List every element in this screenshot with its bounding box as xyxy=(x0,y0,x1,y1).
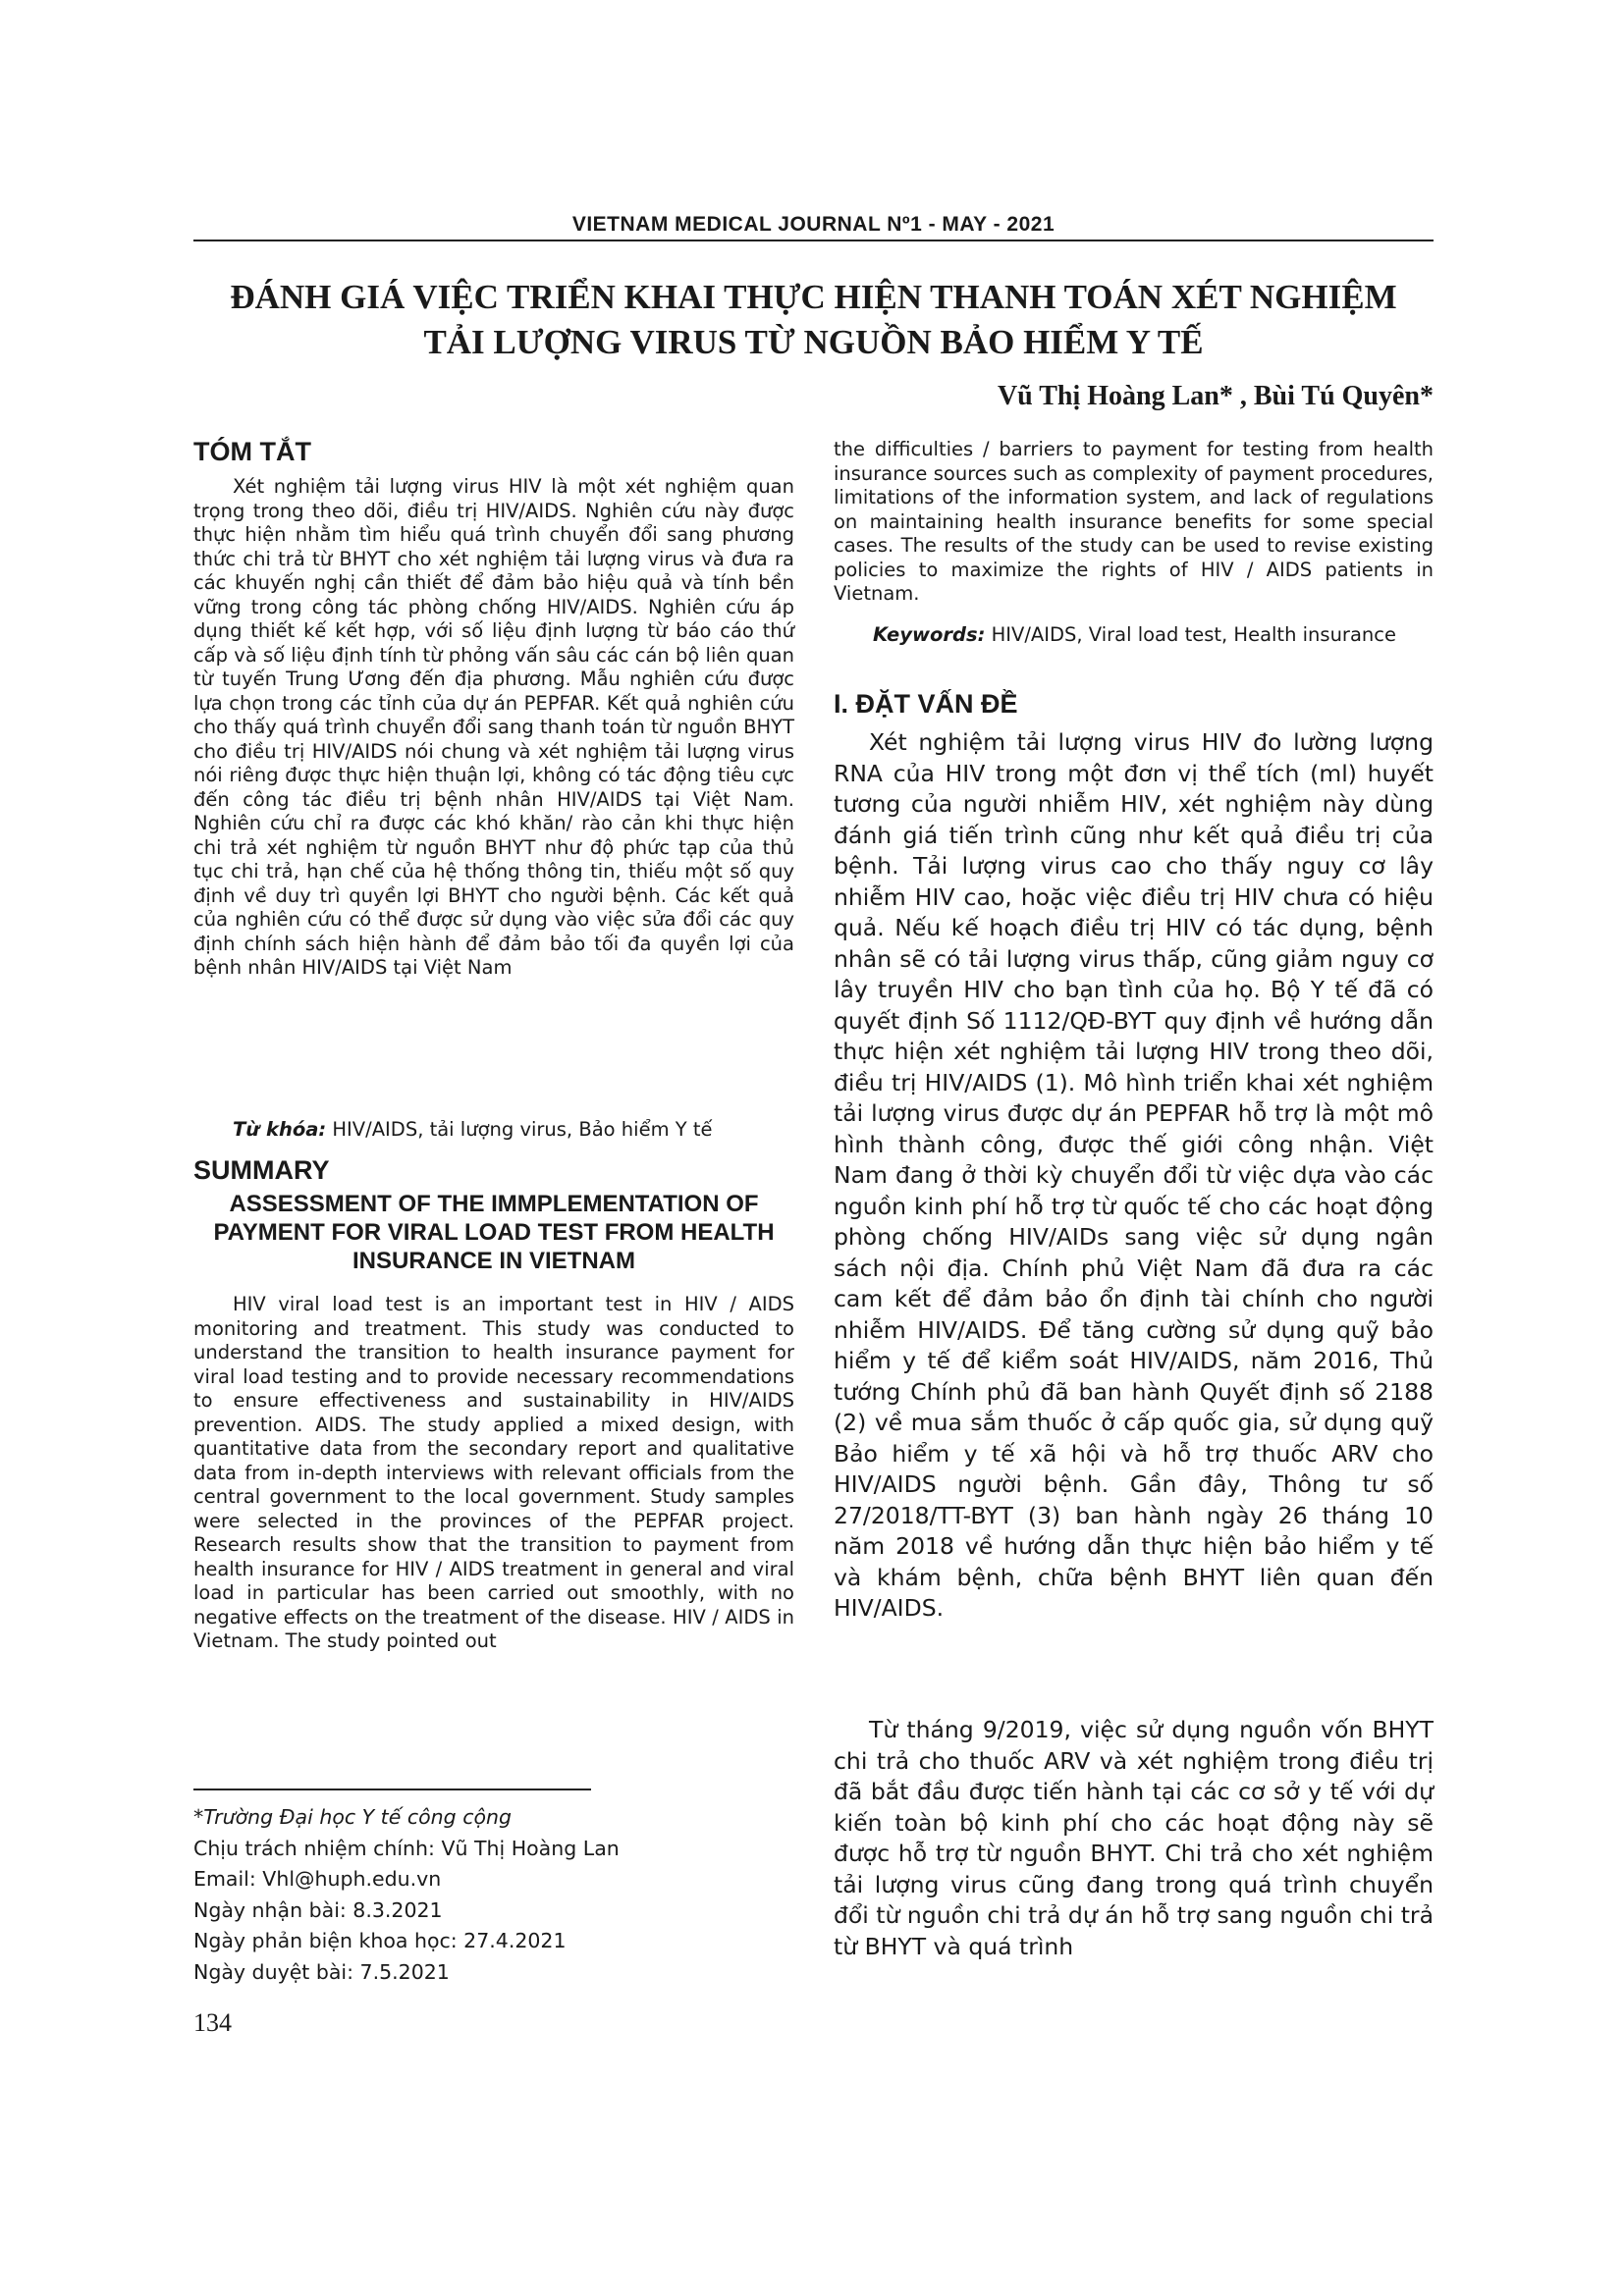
summary-title: ASSESSMENT OF THE IMMPLEMENTATION OF PAYMENT FOR VIRAL LOAD TEST FROM HEALTH INSURANCE IN VIETNAM xyxy=(213,1191,775,1274)
footnote-responsible: Chịu trách nhiệm chính: Vũ Thị Hoàng Lan xyxy=(193,1836,620,1860)
footnote-email: Email: Vhl@huph.edu.vn xyxy=(193,1867,442,1891)
footnote-rule xyxy=(193,1789,591,1790)
summary-body-part-2: the difficulties / barriers to payment for testing from health insurance sources such as complexity of payment procedures, limitations of the information system, and lack of regulations on maintaining health insurance benefits for some special cases. The results of the study can be used to revise existing policies to maximize the rights of HIV / AIDS patients in Vietnam. xyxy=(834,438,1434,605)
section-1-paragraph-1: Xét nghiệm tải lượng virus HIV đo lường lượng RNA của HIV trong một đơn vị thể tích (ml) huyết tương của người nhiễm HIV, xét nghiệm này dùng đánh giá tiến trình cũng như kết quả điều trị của bệnh. Tải lượng virus cao cho thấy nguy cơ lây nhiễm HIV cao, hoặc việc điều trị HIV chưa có hiệu quả. Nếu kế hoạch điều trị HIV có tác dụng, bệnh nhân sẽ có tải lượng virus thấp, cũng giảm nguy cơ lây truyền HIV cho bạn tình của họ. Bộ Y tế đã có quyết định Số 1112/QĐ-BYT quy định về hướng dẫn thực hiện xét nghiệm tải lượng HIV trong theo dõi, điều trị HIV/AIDS (1). Mô hình triển khai xét nghiệm tải lượng virus được dự án PEPFAR hỗ trợ là một mô hình thành công, được thế giới công nhận. Việt Nam đang ở thời kỳ chuyển đổi từ việc dựa vào các nguồn kinh phí hỗ trợ từ quốc tế cho các hoạt động phòng chống HIV/AIDs sang việc sử dụng ngân sách nội địa. Chính phủ Việt Nam đã đưa ra các cam kết để đảm bảo ổn định tài chính cho người nhiễm HIV/AIDS. Để tăng cường sử dụng quỹ bảo hiểm y tế để kiểm soát HIV/AIDS, năm 2016, Thủ tướng Chính phủ đã ban hành Quyết định số 2188 (2) về mua sắm thuốc ở cấp quốc gia, sử dụng quỹ Bảo hiểm y tế xã hội và hỗ trợ thuốc ARV cho HIV/AIDS người bệnh. Gần đây, Thông tư số 27/2018/TT-BYT (3) ban hành ngày 26 tháng 10 năm 2018 về hướng dẫn thực hiện bảo hiểm y tế và khám bệnh, chữa bệnh BHYT liên quan đến HIV/AIDS. xyxy=(834,728,1434,1622)
summary-keywords-text: HIV/AIDS, Viral load test, Health insurance xyxy=(985,623,1396,646)
summary-keywords xyxy=(834,623,1434,648)
footnote-affiliation: *Trường Đại học Y tế công cộng xyxy=(193,1805,513,1829)
article-title xyxy=(193,275,1434,365)
page-number: 134 xyxy=(193,2008,232,2037)
footnotes xyxy=(193,1802,620,1988)
section-1-paragraph-2: Từ tháng 9/2019, việc sử dụng nguồn vốn BHYT chi trả cho thuốc ARV và xét nghiệm trong điều trị đã bắt đầu được tiến hành tại các cơ sở y tế với dự kiến toàn bộ kinh phí cho các hoạt động này sẽ được hỗ trợ từ nguồn BHYT. Chi trả cho xét nghiệm tải lượng virus cũng đang trong quá trình chuyển đổi từ nguồn chi trả dự án hỗ trợ sang nguồn chi trả từ BHYT và quá trình xyxy=(834,1716,1434,1960)
article-title-line-1: ĐÁNH GIÁ VIỆC TRIỂN KHAI THỰC HIỆN THANH TOÁN XÉT NGHIỆM xyxy=(230,278,1397,316)
footnote-accepted: Ngày duyệt bài: 7.5.2021 xyxy=(193,1959,450,1984)
summary-heading: SUMMARY xyxy=(193,1155,330,1185)
header-rule xyxy=(193,240,1434,241)
abstract-vi-heading: TÓM TẮT xyxy=(193,437,311,466)
footnote-reviewed: Ngày phản biện khoa học: 27.4.2021 xyxy=(193,1929,567,1952)
authors: Vũ Thị Hoàng Lan* , Bùi Tú Quyên* xyxy=(997,381,1434,411)
summary-body-part-1: HIV viral load test is an important test in HIV / AIDS monitoring and treatment. This study was conducted to understand the transition to health insurance payment for viral load testing and to provide necessary recommendations to ensure effectiveness and sustainability in HIV/AIDS prevention. AIDS. The study applied a mixed design, with quantitative data from the secondary report and qualitative data from in-depth interviews with relevant officials from the central government to the local government. Study samples were selected in the provinces of the PEPFAR project. Research results show that the transition to payment from health insurance for HIV / AIDS treatment in general and viral load in particular has been carried out smoothly, with no negative effects on the treatment of the disease. HIV / AIDS in Vietnam. The study pointed out xyxy=(193,1293,794,1652)
abstract-vi-body: Xét nghiệm tải lượng virus HIV là một xét nghiệm quan trọng trong theo dõi, điều trị HIV/AIDS. Nghiên cứu này được thực hiện nhằm tìm hiểu quá trình chuyển đổi sang phương thức chi trả từ BHYT cho xét nghiệm tải lượng virus và đưa ra các khuyến nghị cần thiết để đảm bảo hiệu quả và tính bền vững trong công tác phòng chống HIV/AIDS. Nghiên cứu áp dụng thiết kế kết hợp, với số liệu định lượng từ báo cáo thứ cấp và số liệu định tính từ phỏng vấn sâu các cán bộ liên quan từ tuyến Trung Ương đến địa phương. Mẫu nghiên cứu được lựa chọn trong các tỉnh của dự án PEPFAR. Kết quả nghiên cứu cho thấy quá trình chuyển đổi sang thanh toán từ nguồn BHYT cho điều trị HIV/AIDS nói chung và xét nghiệm tải lượng virus nói riêng được thực hiện thuận lợi, không có tác động tiêu cực đến công tác điều trị bệnh nhân HIV/AIDS tại Việt Nam. Nghiên cứu chỉ ra được các khó khăn/ rào cản khi thực hiện chi trả xét nghiệm từ nguồn BHYT như độ phức tạp của thủ tục chi trả, hạn chế của hệ thống thông tin, thiếu một số quy định về duy trì quyền lợi BHYT cho người bệnh. Các kết quả của nghiên cứu có thể được sử dụng vào việc sửa đổi các quy định chính sách hiện hành để đảm bảo tối đa quyền lợi của bệnh nhân HIV/AIDS tại Việt Nam xyxy=(193,475,794,979)
summary-keywords-label: Keywords: xyxy=(873,623,986,646)
abstract-vi-keywords-text: HIV/AIDS, tải lượng virus, Bảo hiểm Y tế xyxy=(326,1118,713,1141)
abstract-vi-keywords-label: Từ khóa: xyxy=(233,1118,327,1141)
article-title-line-2: TẢI LƯỢNG VIRUS TỪ NGUỒN BẢO HIỂM Y TẾ xyxy=(423,323,1204,361)
running-header: VIETNAM MEDICAL JOURNAL Nº1 - MAY - 2021 xyxy=(571,213,1056,236)
footnote-received: Ngày nhận bài: 8.3.2021 xyxy=(193,1897,443,1922)
abstract-vi-keywords xyxy=(193,1118,794,1143)
section-1-heading: I. ĐẶT VẤN ĐỀ xyxy=(834,689,1018,719)
